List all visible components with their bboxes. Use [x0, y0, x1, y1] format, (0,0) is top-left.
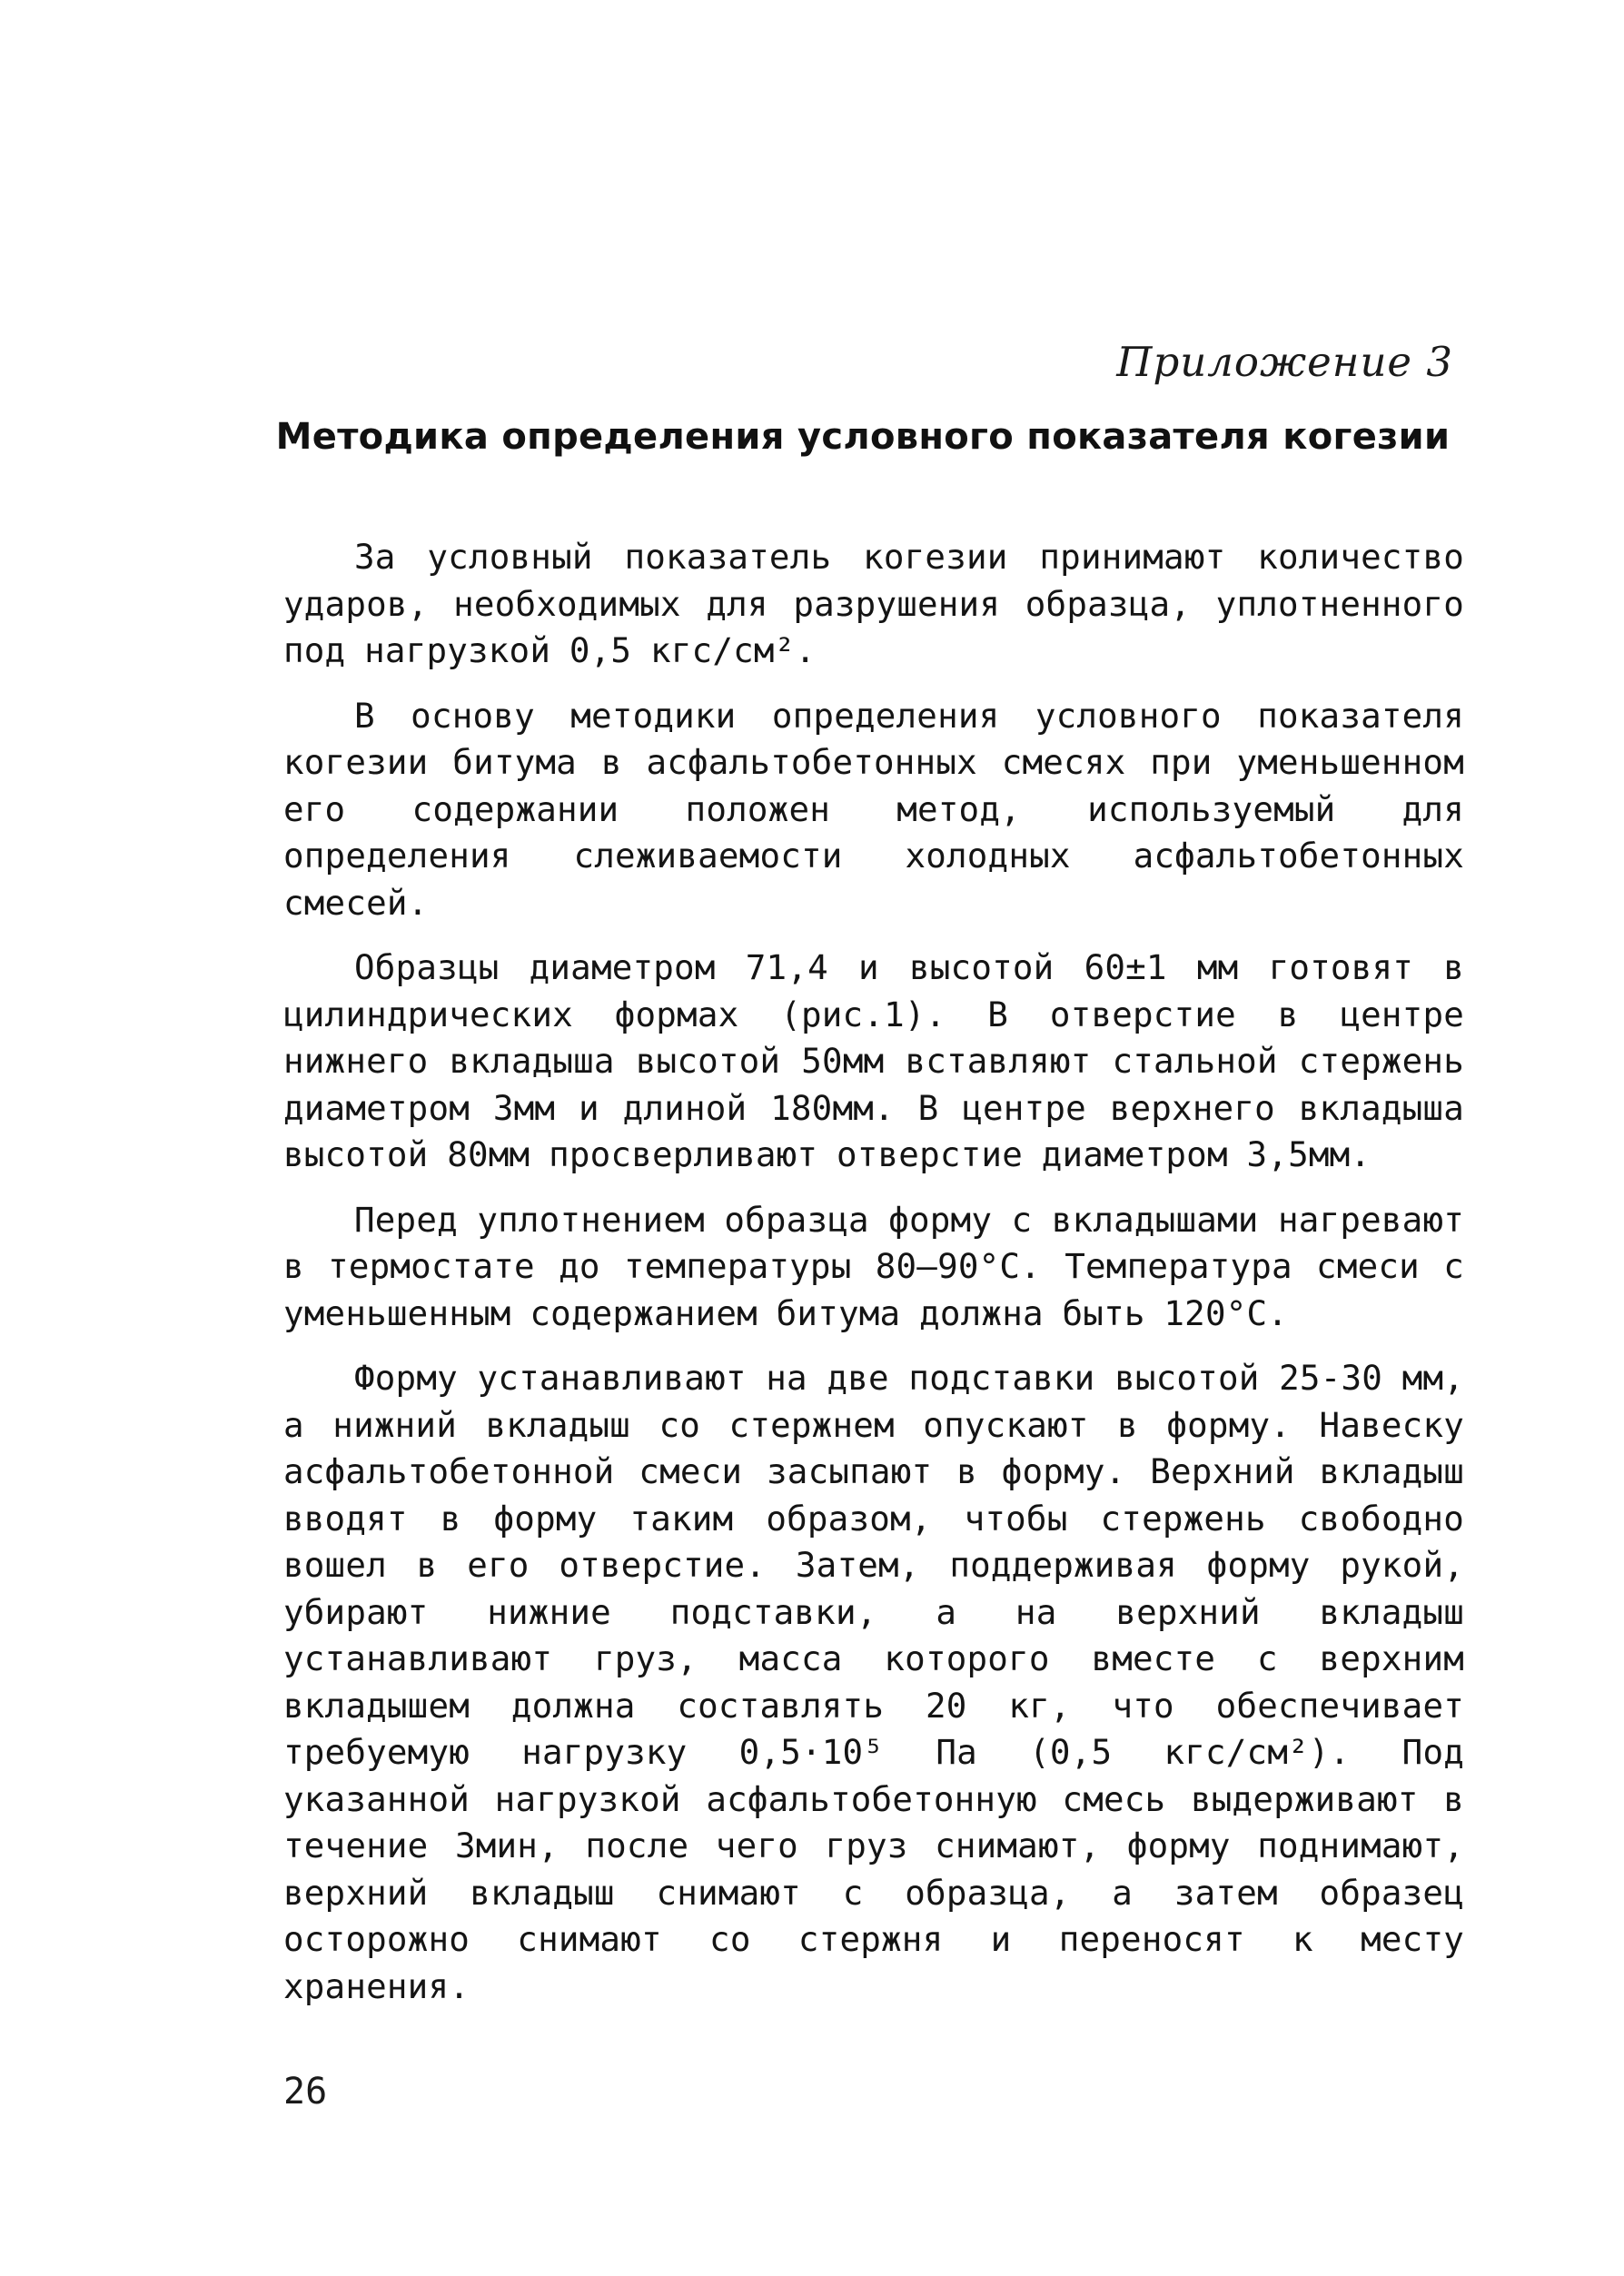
appendix-label: Приложение 3 — [1116, 338, 1453, 386]
page-number: 26 — [283, 2071, 328, 2113]
paragraph-2: В основу методики определения условного показателя когезии битума в асфальтобетонных смесях при уменьшенном его содержании положен метод, используемый для определения слеживаемости холодных асфальтобетонных смесей. — [283, 695, 1464, 923]
paragraph-4: Перед уплотнением образца форму с вкладышами нагревают в термостате до температуры 80–90°С. Температура смеси с уменьшенным содержанием битума должна быть 120°С. — [283, 1199, 1464, 1333]
body-text — [283, 534, 1464, 2028]
paragraph-1: За условный показатель когезии принимают количество ударов, необходимых для разрушения образца, уплотненного под нагрузкой 0,5 кгс/см². — [283, 537, 1464, 670]
paragraph-5: Форму устанавливают на две подставки высотой 25-30 мм, а нижний вкладыш со стержнем опускают в форму. Навеску асфальтобетонной смеси засыпают в форму. Верхний вкладыш вводят в форму таким образом, чтобы стержень свободно вошел в его отверстие. Затем, поддерживая форму рукой, убирают нижние подставки, а на верхний вкладыш устанавливают груз, масса которого вместе с верхним вкладышем должна составлять 20 кг, что обеспечивает требуемую нагрузку 0,5·10⁵ Па (0,5 кгс/см²). Под указанной нагрузкой асфальтобетонную смесь выдерживают в течение 3мин, после чего груз снимают, форму поднимают, верхний вкладыш снимают с образца, а затем образец осторожно снимают со стержня и переносят к месту хранения. — [283, 1358, 1464, 2006]
paragraph-3: Образцы диаметром 71,4 и высотой 60±1 мм готовят в цилиндрических формах (рис.1). В отверстие в центре нижнего вкладыша высотой 50мм вставляют стальной стержень диаметром 3мм и длиной 180мм. В центре верхнего вкладыша высотой 80мм просверливают отверстие диаметром 3,5мм. — [283, 947, 1464, 1174]
section-title: Методика определения условного показателя когезии — [275, 416, 1451, 458]
